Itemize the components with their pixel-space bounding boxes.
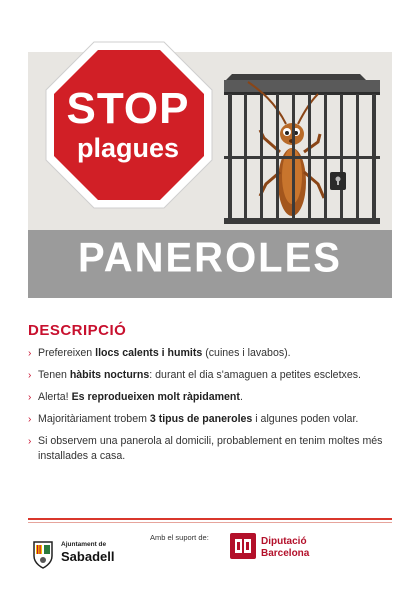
barcelona-label: Barcelona	[261, 548, 310, 559]
diputacio-logo-icon	[230, 533, 256, 559]
chevron-right-icon: ›	[28, 348, 32, 359]
chevron-right-icon: ›	[28, 414, 32, 425]
list-item: › Tenen hàbits nocturns: durant el dia s'amaguen a petites escletxes.	[28, 369, 361, 381]
chevron-right-icon: ›	[28, 392, 32, 403]
list-item: › Alerta! Es reprodueixen molt ràpidament.	[28, 391, 243, 403]
list-item: › Prefereixen llocs calents i humits (cuines i lavabos).	[28, 347, 291, 359]
footer-divider-thin	[28, 522, 392, 523]
chevron-right-icon: ›	[28, 370, 32, 381]
description-list	[28, 346, 398, 471]
stop-subtitle: plagues	[76, 133, 180, 163]
sabadell-label: Sabadell	[61, 549, 115, 564]
page-title: PANEROLES	[78, 234, 342, 282]
support-label: Amb el suport de:	[150, 533, 209, 542]
section-heading: DESCRIPCIÓ	[28, 322, 127, 339]
list-item: › Majoritàriament trobem 3 tipus de paneroles i algunes poden volar.	[28, 413, 359, 425]
cage-cockroach-illustration	[220, 72, 385, 230]
sabadell-label-small: Ajuntament de	[61, 541, 107, 548]
diputacio-label: Diputació	[261, 536, 307, 547]
chevron-right-icon: ›	[28, 436, 32, 447]
footer-divider	[28, 518, 392, 520]
list-item: › Si observem una panerola al domicili, probablement en tenim moltes més installades a casa.	[28, 435, 383, 462]
cockroach-icon	[248, 82, 324, 216]
stop-title: STOP	[66, 84, 190, 133]
sabadell-crest-icon	[30, 540, 56, 570]
